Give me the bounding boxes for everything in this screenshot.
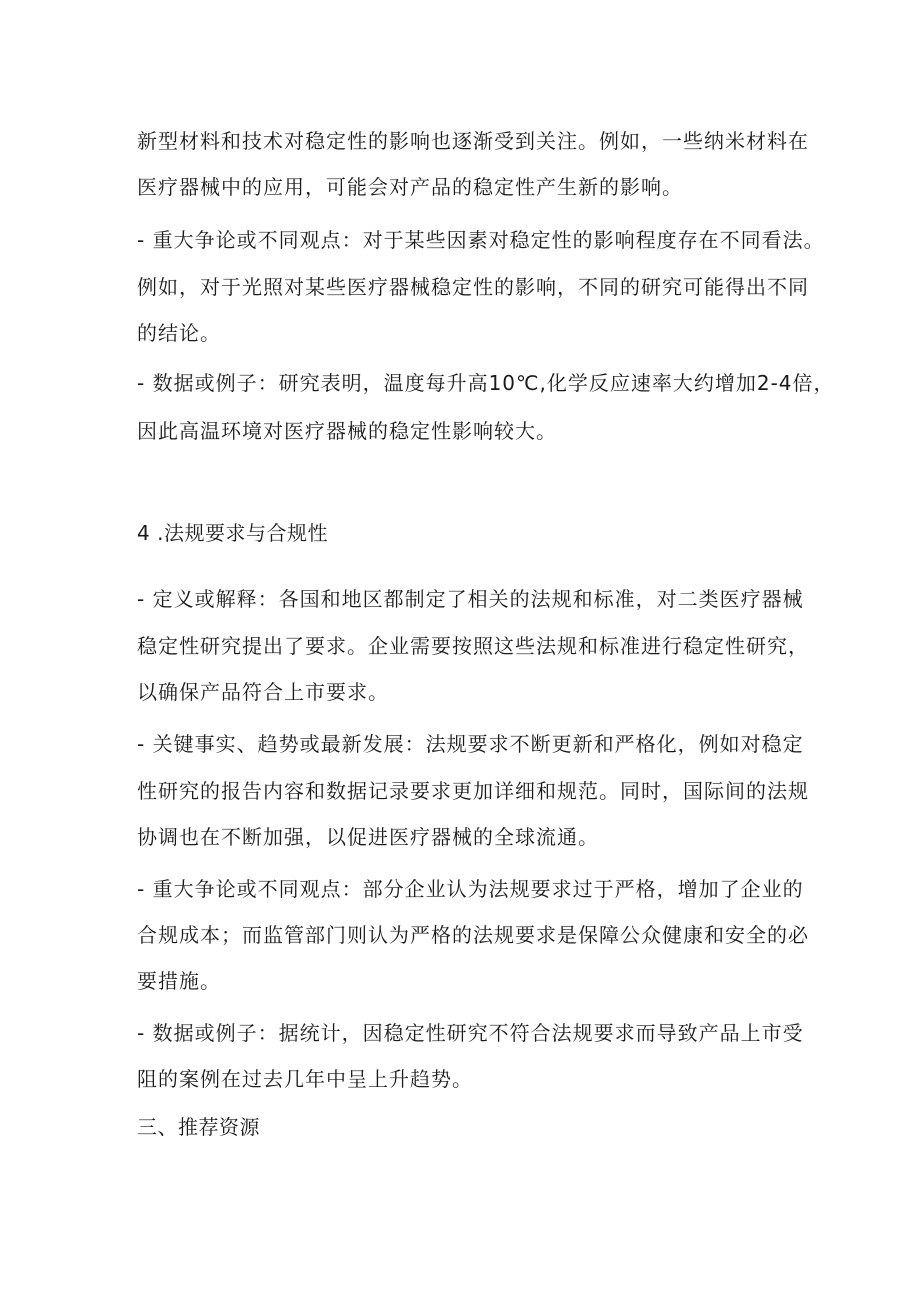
- section-heading: 4 .法规要求与合规性: [137, 521, 328, 545]
- paragraph-line: 新型材料和技术对稳定性的影响也逐渐受到关注。例如，一些纳米材料在: [137, 129, 809, 153]
- paragraph-line: 协调也在不断加强，以促进医疗器械的全球流通。: [137, 825, 599, 849]
- paragraph-line: 稳定性研究提出了要求。企业需要按照这些法规和标准进行稳定性研究，: [137, 634, 809, 658]
- section-heading: 三、推荐资源: [137, 1115, 260, 1139]
- paragraph-line: 以确保产品符合上市要求。: [137, 680, 389, 704]
- paragraph-line: 例如，对于光照对某些医疗器械稳定性的影响，不同的研究可能得出不同: [137, 275, 809, 299]
- paragraph-line: - 关键事实、趋势或最新发展：法规要求不断更新和严格化，例如对稳定: [137, 732, 804, 756]
- paragraph-line: 医疗器械中的应用，可能会对产品的稳定性产生新的影响。: [137, 175, 683, 199]
- paragraph-line: - 重大争论或不同观点：部分企业认为法规要求过于严格，增加了企业的: [137, 877, 804, 901]
- paragraph-line: - 数据或例子：研究表明，温度每升高10℃,化学反应速率大约增加2-4倍，: [137, 371, 835, 395]
- paragraph-line: - 定义或解释：各国和地区都制定了相关的法规和标准，对二类医疗器械: [137, 587, 804, 611]
- paragraph-line: - 重大争论或不同观点：对于某些因素对稳定性的影响程度存在不同看法。: [137, 228, 825, 252]
- paragraph-line: 要措施。: [137, 969, 221, 993]
- paragraph-line: 因此高温环境对医疗器械的稳定性影响较大。: [137, 419, 557, 443]
- paragraph-line: 的结论。: [137, 321, 221, 345]
- paragraph-line: 阻的案例在过去几年中呈上升趋势。: [137, 1067, 473, 1091]
- paragraph-line: - 数据或例子：据统计，因稳定性研究不符合法规要求而导致产品上市受: [137, 1021, 804, 1045]
- paragraph-line: 合规成本；而监管部门则认为严格的法规要求是保障公众健康和安全的必: [137, 923, 809, 947]
- paragraph-line: 性研究的报告内容和数据记录要求更加详细和规范。同时，国际间的法规: [137, 779, 809, 803]
